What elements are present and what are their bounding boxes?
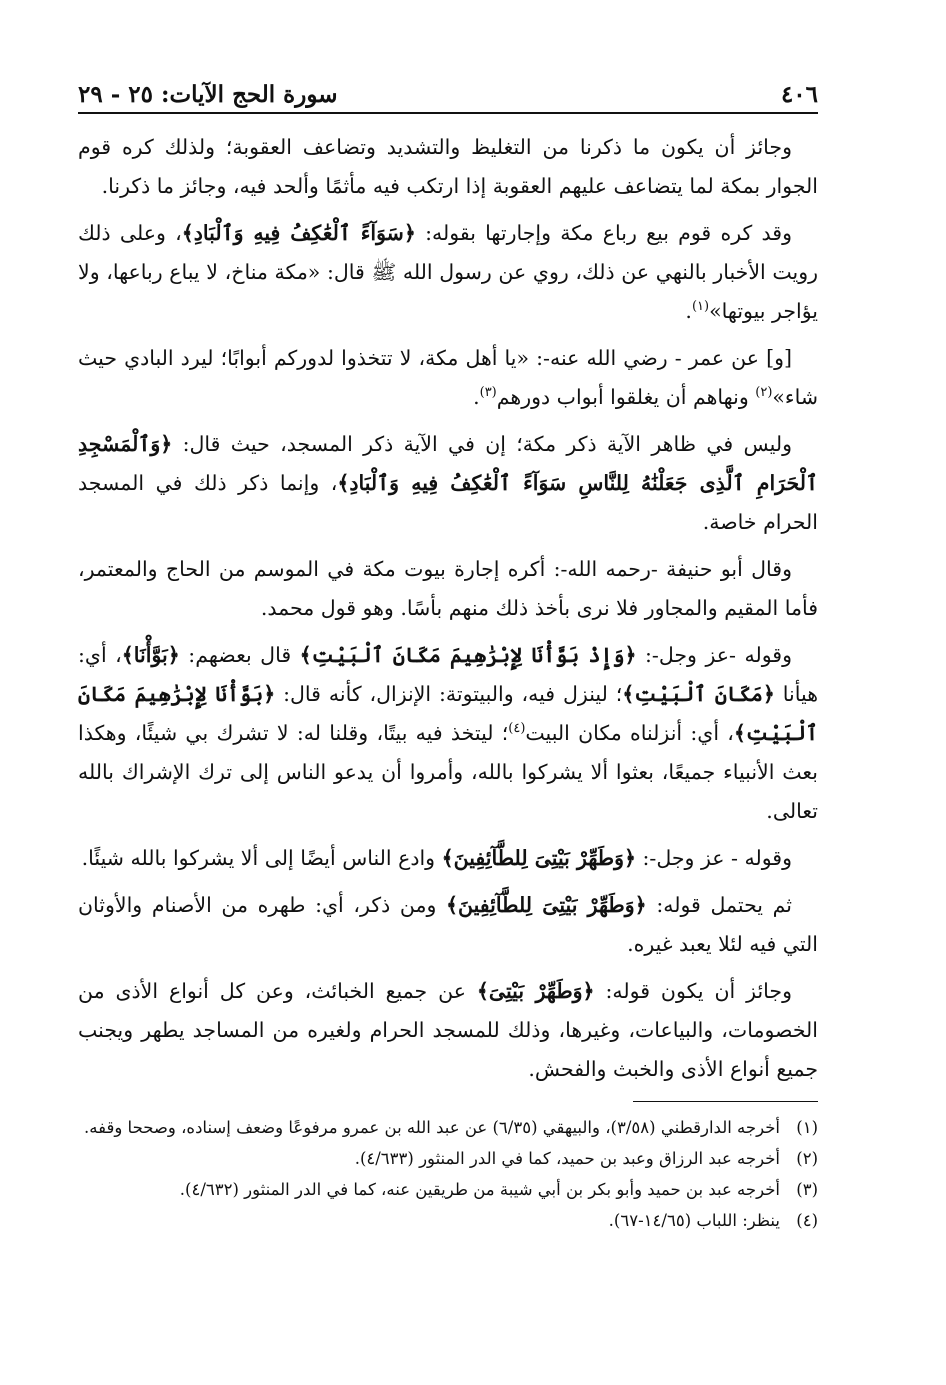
footnote-ref[interactable]: (٢) [755, 385, 773, 401]
paragraph: وقال أبو حنيفة -رحمه الله-: أكره إجارة بيوت مكة في الموسم من الحاج والمعتمر، فأما المقيم والمجاور فلا نرى بأخذ ذلك منهم بأسًا. وهو قول محمد. [78, 557, 818, 620]
book-page [78, 70, 818, 1330]
footnote-number: (٣) [796, 1180, 818, 1199]
footnote-number: (١) [796, 1118, 818, 1137]
surah-title: سورة الحج الآيات: ٢٥ - ٢٩ [78, 81, 338, 108]
paragraph: وليس في ظاهر الآية ذكر مكة؛ إن في الآية ذكر المسجد، حيث قال: ﴿وَٱلْمَسْجِدِ ٱلْحَرَامِ ٱلَّذِى جَعَلْنَٰهُ لِلنَّاسِ سَوَآءً ٱلْعَٰكِفُ فِيهِ وَٱلْبَادِ﴾، وإنما ذكر ذلك في المسجد الحرام خاصة. [78, 432, 818, 534]
footnote-item [78, 1207, 818, 1234]
paragraph: وجائز أن يكون ما ذكرنا من التغليظ والتشديد وتضاعف العقوبة؛ ولذلك كره قوم الجوار بمكة لما يتضاعف عليهم العقوبة إذا ارتكب فيه مأثمًا وألحد فيه، وجائز ما ذكرنا. [78, 135, 818, 198]
quran-verse: ﴿وَطَهِّرْ بَيْتِىَ لِلطَّآئِفِينَ﴾ [446, 893, 647, 917]
quran-verse: ﴿بَوَّأْنَا﴾ [121, 643, 180, 667]
paragraph: ثم يحتمل قوله: ﴿وَطَهِّرْ بَيْتِىَ لِلطَّآئِفِينَ﴾ ومن ذكر، أي: طهره من الأصنام والأوثان التي فيه لئلا يعبد غيره. [78, 893, 818, 956]
paragraph: [و] عن عمر - رضي الله عنه-: «يا أهل مكة، لا تتخذوا لدوركم أبوابًا؛ ليرد البادي حيث شاء»$^{(٢)}$ ونهاهم أن يغلقوا أبواب دورهم$^{(٣)}$. [78, 346, 818, 409]
footnote-text: أخرجه الدارقطني (٣/٥٨)، والبيهقي (٦/٣٥) عن عبد الله بن عمرو مرفوعًا وضعف إسناده، وصححا وقفه. [84, 1118, 780, 1137]
paragraph: وجائز أن يكون قوله: ﴿وَطَهِّرْ بَيْتِىَ﴾ عن جميع الخبائث، وعن كل أنواع الأذى من الخصومات، والبياعات، وغيرها، وذلك للمسجد الحرام ولغيره من المساجد يطهر ويجنب جميع أنواع الأذى والخبث والفحش. [78, 979, 818, 1081]
main-text [78, 128, 818, 1089]
quran-verse: ﴿وَطَهِّرْ بَيْتِىَ لِلطَّآئِفِينَ﴾ [441, 846, 636, 870]
quran-verse: ﴿وَٱلْمَسْجِدِ ٱلْحَرَامِ ٱلَّذِى جَعَلْنَٰهُ لِلنَّاسِ سَوَآءً ٱلْعَٰكِفُ فِيهِ وَٱلْبَادِ﴾ [78, 432, 818, 495]
paragraph: وقد كره قوم بيع رباع مكة وإجارتها بقوله: ﴿سَوَآءً ٱلْعَٰكِفُ فِيهِ وَٱلْبَادِ﴾، وعلى ذلك رويت الأخبار بالنهي عن ذلك، روي عن رسول الله ﷺ قال: «مكة مناخ، لا يباع رباعها، ولا يؤاجر بيوتها»$^{(١)}$. [78, 221, 818, 323]
quran-verse: ﴿سَوَآءً ٱلْعَٰكِفُ فِيهِ وَٱلْبَادِ﴾ [181, 221, 416, 245]
paragraph: وقوله - عز وجل-: ﴿وَطَهِّرْ بَيْتِىَ لِلطَّآئِفِينَ﴾ وادع الناس أيضًا إلى ألا يشركوا بالله شيئًا. [81, 846, 792, 870]
footnote-item [78, 1145, 818, 1172]
footnote-number: (٤) [796, 1211, 818, 1230]
page-number: ٤٠٦ [780, 81, 818, 108]
footnote-item [78, 1114, 818, 1141]
quran-verse: ﴿مَكَانَ ٱلْبَيْتِ﴾ [622, 682, 775, 706]
paragraph: وقوله -عز وجل-: ﴿وَإِذْ بَوَّأْنَا لِإِبْرَٰهِيمَ مَكَانَ ٱلْبَيْتِ﴾ قال بعضهم: ﴿بَوَّأْنَا﴾، أي: هيأنا ﴿مَكَانَ ٱلْبَيْتِ﴾؛ لينزل فيه، والبيتوتة: الإنزال، كأنه قال: ﴿بَوَّأْنَا لِإِبْرَٰهِيمَ مَكَانَ ٱلْبَيْتِ﴾، أي: أنزلناه مكان البيت$^{(٤)}$؛ ليتخذ فيه بيتًا، وقلنا له: لا تشرك بي شيئًا، وهكذا بعث الأنبياء جميعًا، بعثوا ألا يشركوا بالله، وأمروا أن يدعو الناس إلى ترك الإشراك بالله تعالى. [78, 643, 819, 823]
footnote-text: ينظر: اللباب (١٤/٦٥-٦٧). [608, 1211, 780, 1230]
header-rule [78, 112, 818, 114]
footnote-item [78, 1176, 818, 1203]
footnote-ref[interactable]: (٣) [479, 385, 497, 401]
quran-verse: ﴿وَإِذْ بَوَّأْنَا لِإِبْرَٰهِيمَ مَكَانَ ٱلْبَيْتِ﴾ [299, 643, 637, 667]
quran-verse: ﴿وَطَهِّرْ بَيْتِىَ﴾ [476, 979, 595, 1003]
running-header [78, 70, 818, 108]
footnote-ref[interactable]: (١) [691, 299, 710, 315]
footnote-ref[interactable]: (٤) [508, 721, 526, 737]
quran-verse: ﴿بَوَّأْنَا لِإِبْرَٰهِيمَ مَكَانَ ٱلْبَيْتِ﴾ [78, 682, 818, 745]
footnote-text: أخرجه عبد الرزاق وعبد بن حميد، كما في الدر المنثور (٤/٦٣٣). [354, 1149, 780, 1168]
footnote-separator [633, 1101, 818, 1102]
footnote-text: أخرجه عبد بن حميد وأبو بكر بن أبي شيبة من طريقين عنه، كما في الدر المنثور (٤/٦٣٢). [179, 1180, 780, 1199]
footnote-number: (٢) [796, 1149, 818, 1168]
footnotes [78, 1114, 818, 1234]
